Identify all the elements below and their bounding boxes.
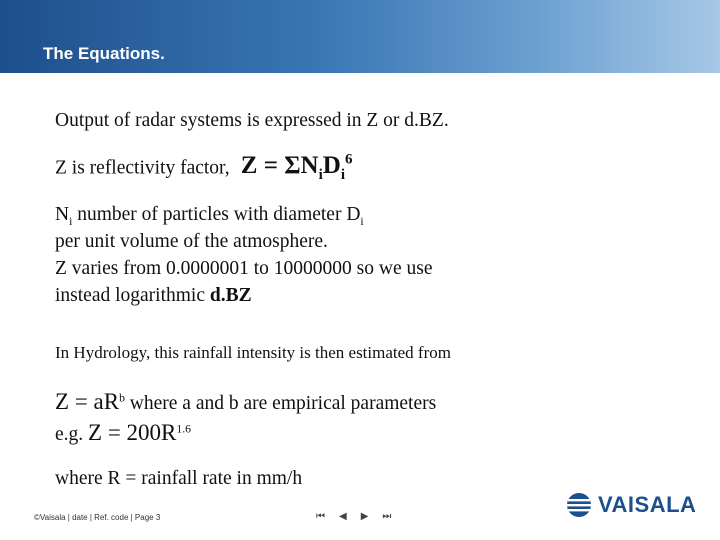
particles-text: number of particles with diameter D <box>72 204 361 225</box>
slide-title: The Equations. <box>43 44 165 63</box>
zr-sup: b <box>119 391 125 405</box>
text-line-rainfall-rate: where R = rainfall rate in mm/h <box>55 468 303 489</box>
text-line-zr-relation <box>55 389 436 415</box>
zr-rest: where a and b are empirical parameters <box>124 393 437 414</box>
example-sup: 1.6 <box>176 422 192 436</box>
reflectivity-formula <box>235 152 353 184</box>
ni-sub: i <box>69 214 73 228</box>
formula-z: Z = ΣN <box>240 152 319 180</box>
logo-wordmark: VAISALA <box>598 492 697 517</box>
text-line-example <box>55 420 191 446</box>
ni-symbol: N <box>55 204 70 225</box>
previous-slide-icon[interactable]: ◀ <box>339 511 347 522</box>
next-slide-icon[interactable]: ▶ <box>360 511 369 522</box>
footer-text: ©Vaisala | date | Ref. code | Page 3 <box>34 513 161 522</box>
first-slide-icon[interactable]: ⏮ <box>316 511 325 522</box>
vaisala-emblem-icon <box>566 492 592 518</box>
text-line-reflectivity <box>55 152 353 184</box>
text-line-volume: per unit volume of the atmosphere. <box>55 231 328 252</box>
text-line-output: Output of radar systems is expressed in Z or d.BZ. <box>55 110 449 131</box>
formula-sub-di: i <box>340 167 346 184</box>
last-slide-icon[interactable]: ⏭ <box>382 511 392 522</box>
reflectivity-label: Z is reflectivity factor, <box>55 157 230 179</box>
vaisala-logo <box>566 492 696 518</box>
dbz-label: d.BZ <box>209 285 252 306</box>
eg-label: e.g. <box>55 424 89 445</box>
title-bar <box>0 0 720 73</box>
slide-navigation <box>316 511 391 522</box>
text-line-log <box>55 285 252 307</box>
formula-sub-ni: i <box>318 167 323 184</box>
log-text: instead logarithmic <box>55 285 210 306</box>
di-sub: i <box>360 214 364 228</box>
text-line-hydrology: In Hydrology, this rainfall intensity is then estimated from <box>55 343 451 362</box>
formula-d: D <box>322 152 341 180</box>
example-formula: Z = 200R <box>88 420 177 445</box>
text-line-range: Z varies from 0.0000001 to 10000000 so we use <box>55 258 433 279</box>
text-line-particles <box>55 204 364 228</box>
zr-formula: Z = aR <box>55 389 120 414</box>
formula-sup: 6 <box>345 152 353 168</box>
